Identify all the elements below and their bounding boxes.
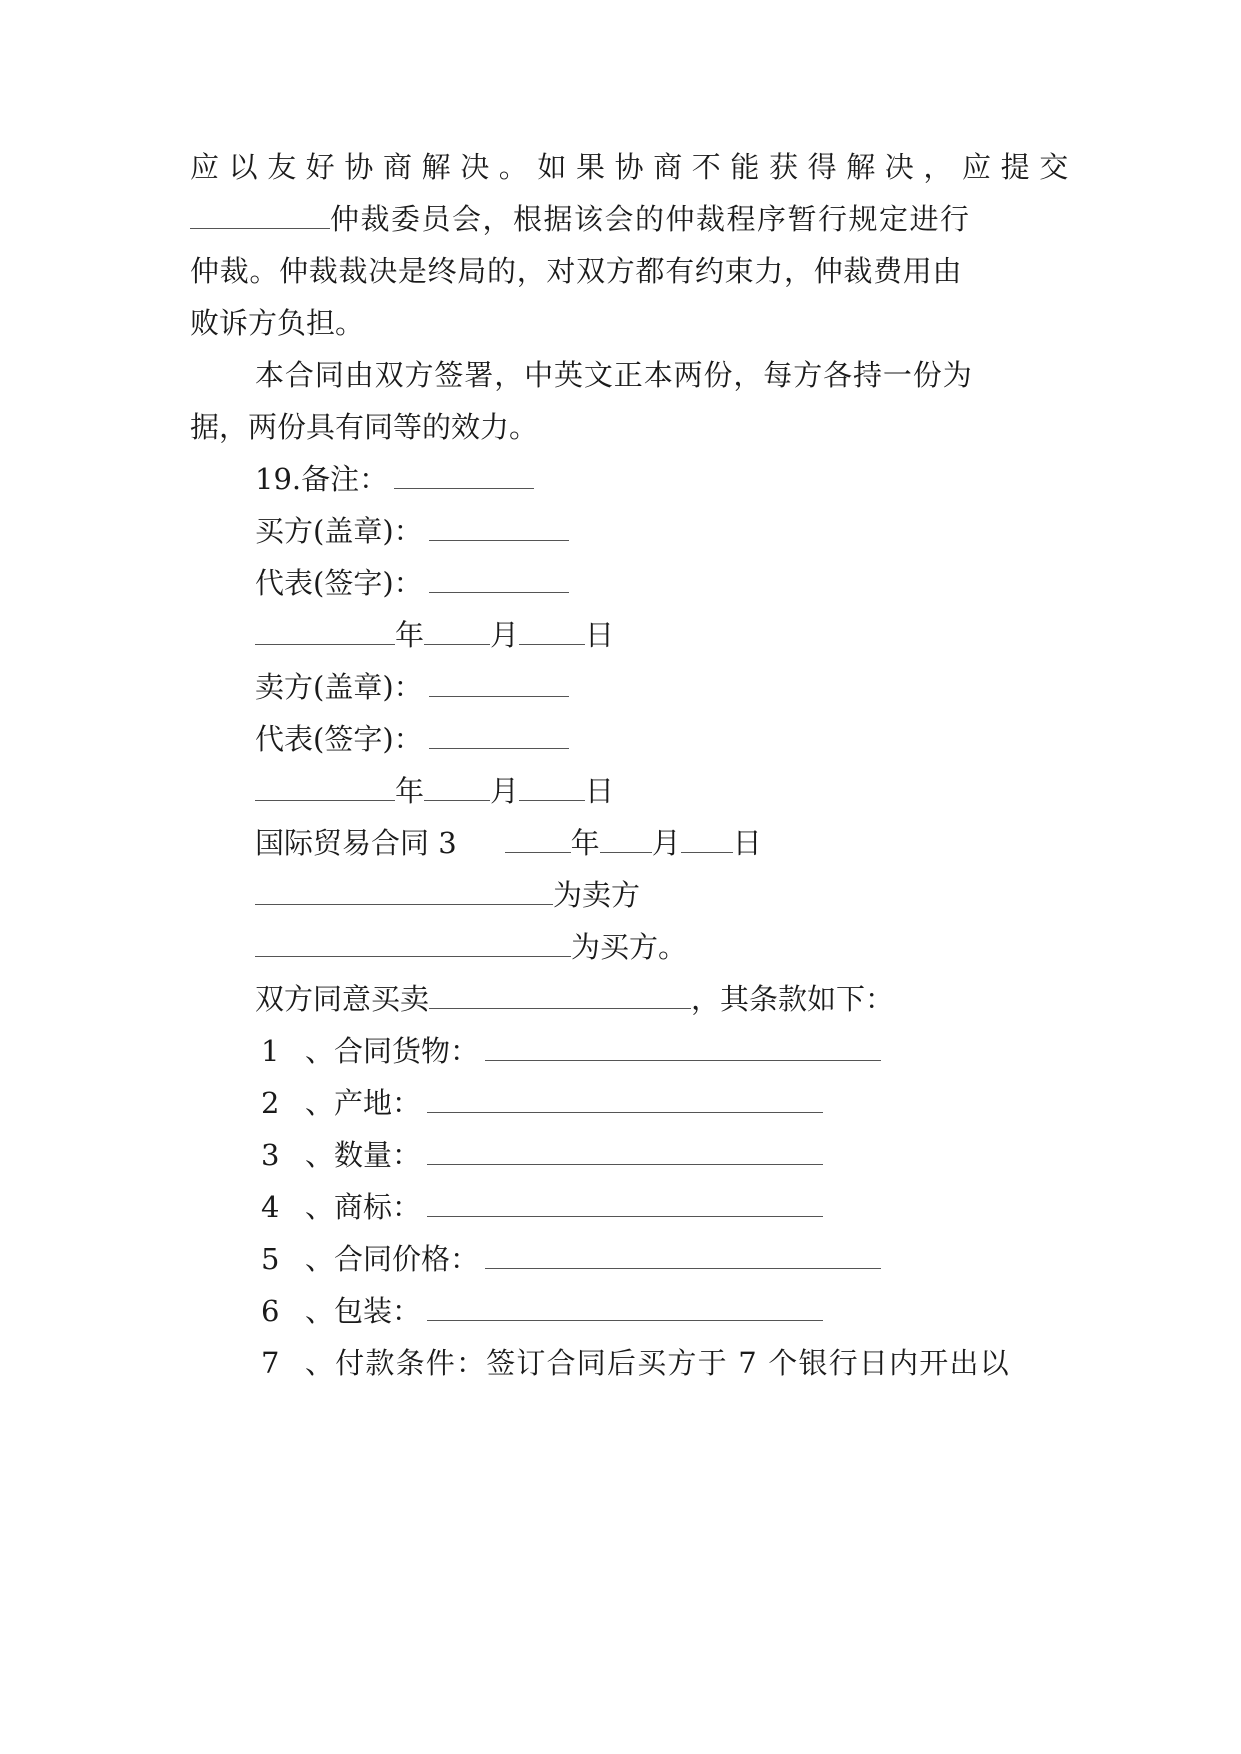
list-item: 7 、付款条件：签订合同后买方于 7 个银行日内开出以: [261, 1346, 1010, 1380]
blank-line: [427, 1294, 823, 1321]
blank-line: [190, 202, 330, 229]
paragraph-arbitration-line-1: 应以友好协商解决。如果协商不能获得解决，应提交: [190, 150, 1078, 184]
seller-seal-line: 卖方(盖章)：: [255, 667, 1115, 707]
blank-line: [600, 826, 652, 853]
blank-line: [519, 774, 585, 801]
blank-line: [255, 618, 395, 645]
blank-line: [429, 566, 569, 593]
blank-line: [485, 1242, 881, 1269]
buyer-seal-line: 买方(盖章)：: [255, 511, 1115, 551]
list-item: 6 、包装：: [255, 1291, 1115, 1331]
paragraph-copies-line-1: 本合同由双方签署，中英文正本两份，每方各持一份为: [255, 358, 973, 392]
blank-line: [255, 930, 571, 957]
blank-line: [424, 618, 490, 645]
contract-3-title-line: 国际贸易合同 3 年 月 日: [255, 826, 762, 860]
remark-line: 19.备注：: [255, 459, 1115, 499]
blank-line: [429, 670, 569, 697]
blank-line: [427, 1138, 823, 1165]
paragraph-arbitration-line-2: 仲裁委员会，根据该会的仲裁程序暂行规定进行: [190, 199, 1050, 239]
blank-line: [427, 1086, 823, 1113]
paragraph-arbitration-line-3: 仲裁。仲裁裁决是终局的，对双方都有约束力，仲裁费用由: [190, 254, 963, 288]
buyer-party-line: 为买方。: [255, 927, 1115, 967]
list-item: 1 、合同货物：: [255, 1031, 1115, 1071]
blank-line: [255, 878, 553, 905]
seller-rep-line: 代表(签字)：: [255, 719, 1115, 759]
blank-line: [505, 826, 571, 853]
blank-line: [394, 462, 534, 489]
blank-line: [681, 826, 733, 853]
paragraph-copies-line-2: 据，两份具有同等的效力。: [190, 410, 539, 444]
seller-date-line: 年 月 日: [255, 771, 1115, 811]
blank-line: [429, 982, 691, 1009]
list-item: 3 、数量：: [255, 1135, 1115, 1175]
blank-line: [255, 774, 395, 801]
blank-line: [485, 1034, 881, 1061]
blank-line: [519, 618, 585, 645]
list-item: 2 、产地：: [255, 1083, 1115, 1123]
blank-line: [429, 514, 569, 541]
buyer-rep-line: 代表(签字)：: [255, 563, 1115, 603]
seller-party-line: 为卖方: [255, 875, 1115, 915]
blank-line: [429, 722, 569, 749]
agreement-line: 双方同意买卖 ，其条款如下：: [255, 982, 895, 1016]
contract-title: 国际贸易合同 3: [255, 826, 457, 860]
list-item: 4 、商标：: [255, 1187, 1115, 1227]
blank-line: [427, 1190, 823, 1217]
list-item: 5 、合同价格：: [255, 1239, 1115, 1279]
paragraph-arbitration-line-4: 败诉方负担。: [190, 306, 365, 340]
buyer-date-line: 年 月 日: [255, 615, 1115, 655]
blank-line: [424, 774, 490, 801]
